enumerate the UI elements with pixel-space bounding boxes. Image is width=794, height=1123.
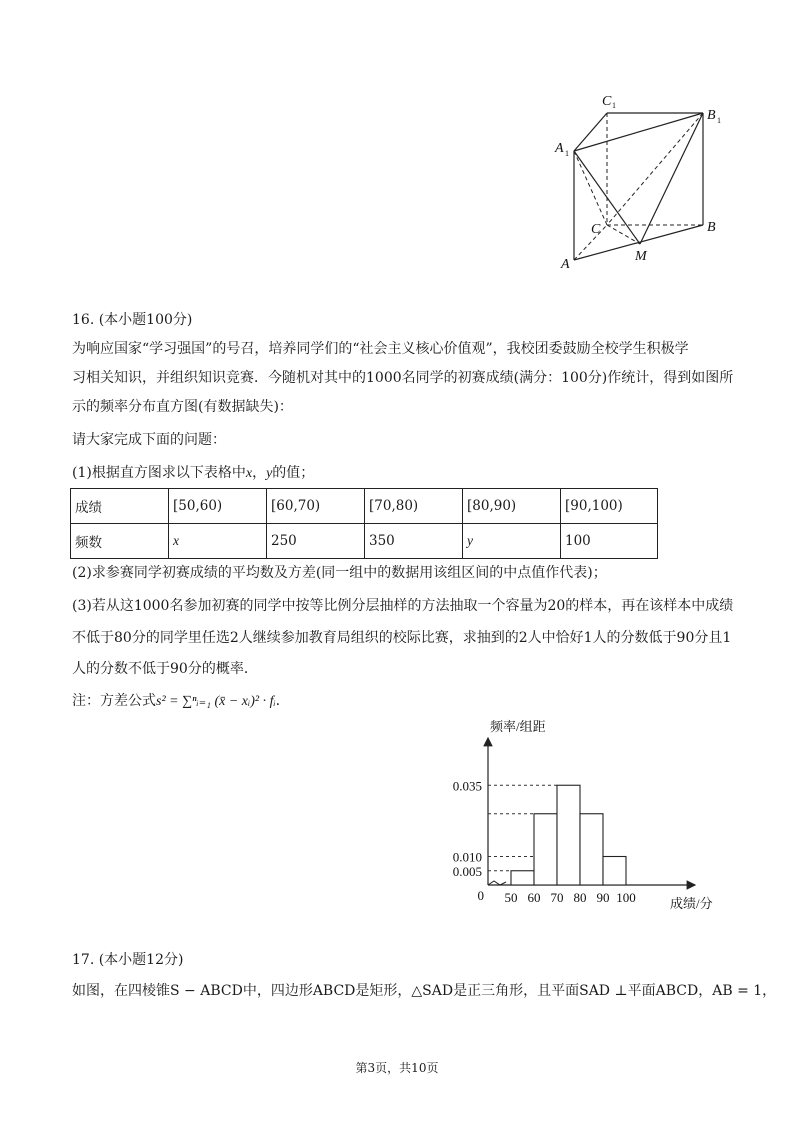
q16-part3-line3: 人的分数不低于90分的概率． <box>72 661 258 677</box>
x-tick-label: 90 <box>596 890 610 905</box>
q17-heading: 17. (本小题12分) <box>72 952 184 968</box>
histogram-bar <box>580 814 603 885</box>
segment-b1-m <box>640 113 703 244</box>
edge-a1-c1 <box>574 113 607 151</box>
q16-part3-line2: 不低于80分的同学里任选2人继续参加教育局组织的校际比赛，求抽到的2人中恰好1人的分数低于90分且1 <box>72 630 732 646</box>
q16-part3-line1: (3)若从这1000名参加初赛的同学中按等比例分层抽样的方法抽取一个容量为20的样本，再在该样本中成绩 <box>72 598 734 614</box>
table-cell: [70,80) <box>365 489 463 524</box>
q16-heading: 16. (本小题100分) <box>72 312 193 328</box>
q16-paragraph-line2: 习相关知识，并组织知识竞赛．今随机对其中的1000名同学的初赛成绩(满分：100分)作统计，得到如图所 <box>72 370 734 386</box>
table-cell: [90,100) <box>561 489 658 524</box>
q16-part1-sep: ， <box>252 465 267 481</box>
label-b: B <box>707 220 716 235</box>
variance-formula: s² = ∑ⁿᵢ₌₁ (x̄ − xᵢ)² · fᵢ <box>156 694 276 709</box>
label-a1-sub: 1 <box>565 149 569 158</box>
prism-figure <box>548 88 738 273</box>
hidden-segment-a1-c <box>574 151 607 225</box>
y-axis-title: 频率/组距 <box>490 719 546 734</box>
q16-note <box>72 691 280 712</box>
label-m: M <box>635 249 647 264</box>
q16-part1 <box>72 463 314 484</box>
histogram <box>440 712 730 912</box>
x-tick-label: 70 <box>550 890 564 905</box>
table-cell: y <box>463 524 561 559</box>
x-tick-label: 60 <box>527 890 541 905</box>
histogram-bar <box>511 871 534 885</box>
x-axis-title: 成绩/分 <box>670 896 713 911</box>
table-cell: [60,70) <box>267 489 365 524</box>
table-cell: 250 <box>267 524 365 559</box>
histogram-bar <box>557 785 580 885</box>
histogram-bar <box>603 857 626 886</box>
histogram-bar <box>534 814 557 885</box>
table-cell: 100 <box>561 524 658 559</box>
q16-part1-pre: (1)根据直方图求以下表格中 <box>72 465 246 481</box>
y-tick-label: 0.005 <box>452 863 482 879</box>
label-c: C <box>591 222 601 237</box>
table-cell: x <box>169 524 267 559</box>
var-x: x <box>245 466 253 481</box>
q17-line1: 如图，在四棱锥S − ABCD中，四边形ABCD是矩形，△SAD是正三角形，且平面SAD ⊥平面ABCD，AB = 1， <box>72 983 777 999</box>
q16-paragraph-line3: 示的频率分布直方图(有数据缺失)： <box>72 399 293 415</box>
q16-paragraph-line1: 为响应国家“学习强国”的号召，培养同学们的“社会主义核心价值观”，我校团委鼓励全校学生积极学 <box>72 341 689 357</box>
q16-part2: (2)求参赛同学初赛成绩的平均数及方差(同一组中的数据用该组区间的中点值作代表)； <box>72 565 607 581</box>
q16-part1-post: 的值； <box>272 465 315 481</box>
table-row <box>71 489 658 524</box>
label-a: A <box>561 257 570 272</box>
x-tick-label: 50 <box>504 890 518 905</box>
page-footer: 第3页，共10页 <box>355 1061 439 1075</box>
x-tick-label: 80 <box>573 890 587 905</box>
table-cell: [80,90) <box>463 489 561 524</box>
y-tick-label: 0.035 <box>452 778 482 794</box>
label-c1: C <box>602 94 612 109</box>
label-a1: A <box>555 141 564 156</box>
x-tick-label: 100 <box>616 890 636 905</box>
origin-label: 0 <box>477 888 484 903</box>
table-row <box>71 524 658 559</box>
hidden-segment-b1-c <box>607 113 703 225</box>
y-tick-label: 0.010 <box>452 849 482 865</box>
label-b1: B <box>707 108 716 123</box>
table-cell: [50,60) <box>169 489 267 524</box>
note-post: . <box>275 693 281 709</box>
label-b1-sub: 1 <box>717 116 721 125</box>
table-cell: 350 <box>365 524 463 559</box>
edge-b1-a1 <box>574 113 703 151</box>
table-cell: 频数 <box>71 524 169 559</box>
var-y: y <box>266 466 273 481</box>
hidden-segment-c-m <box>607 225 640 244</box>
note-pre: 注：方差公式 <box>72 693 156 709</box>
label-c1-sub: 1 <box>612 101 616 110</box>
q16-prompt: 请大家完成下面的问题： <box>72 432 226 448</box>
table-cell: 成绩 <box>71 489 169 524</box>
frequency-table <box>70 488 658 559</box>
